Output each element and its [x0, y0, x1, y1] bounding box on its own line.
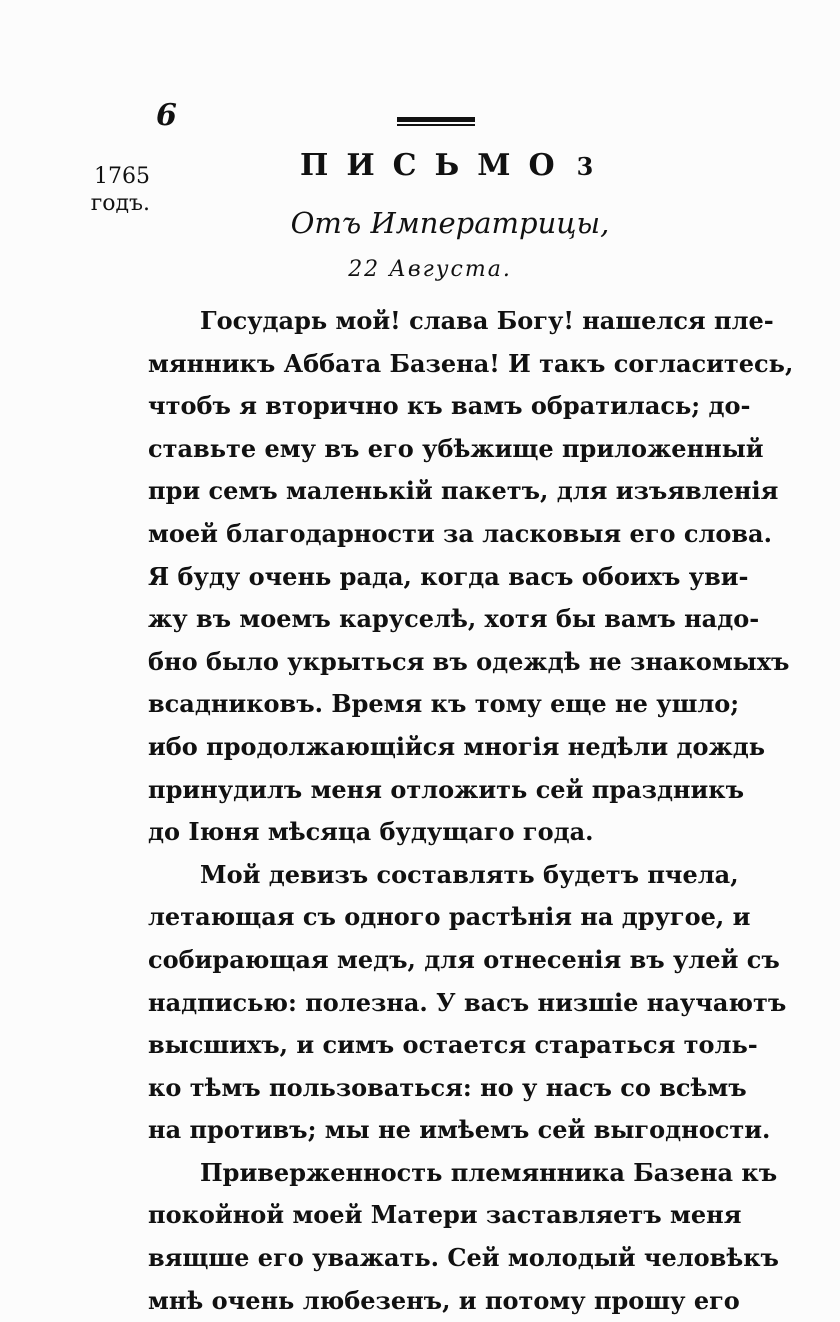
text-line: ко тѣмъ пользоваться: но у насъ со всѣмъ [148, 1072, 747, 1102]
text-line: ибо продолжающійся многія недѣли дождь [148, 731, 766, 761]
text-line: Приверженность племянника Базена къ [200, 1157, 778, 1187]
text-line: покойной моей Матери заставляетъ меня [148, 1200, 742, 1230]
text-line: собирающая медъ, для отнесенія въ улей съ [148, 944, 780, 974]
text-line: жу въ моемъ каруселѣ, хотя бы вамъ надо- [148, 604, 760, 634]
text-line: высшихъ, и симъ остается стараться толь- [148, 1030, 758, 1060]
text-line: принудилъ меня отложить сей праздникъ [148, 774, 745, 804]
margin-note [90, 163, 150, 217]
header-rule-thick [397, 117, 475, 122]
text-line: вящше его уважать. Сей молодый человѣкъ [148, 1243, 779, 1273]
letter-title-word: ПИСЬМО [300, 148, 573, 183]
text-line: всадниковъ. Время къ тому еще не ушло; [148, 689, 740, 719]
header-rule-thin [397, 124, 475, 126]
text-line: мнѣ очень любезенъ, и потому прошу его [148, 1285, 740, 1315]
letter-title [300, 148, 594, 183]
text-line: на противъ; мы не имѣемъ сей выгодности. [148, 1115, 771, 1145]
text-line: чтобъ я вторично къ вамъ обратилась; до- [148, 391, 751, 421]
margin-note-year: 1765 [94, 164, 150, 189]
letter-sender: Отъ Императрицы, [290, 206, 610, 240]
margin-note-word: годъ. [90, 191, 150, 216]
text-line: мянникъ Аббата Базена! И такъ согласитесь, [148, 348, 794, 378]
letter-body [148, 300, 794, 1322]
text-line: ставьте ему въ его убѣжище приложенный [148, 433, 764, 463]
text-line: при семъ маленькій пакетъ, для изъявленія [148, 476, 779, 506]
text-line: бно было укрыться въ одеждѣ не знакомыхъ [148, 646, 790, 676]
text-line: Государь мой! слава Богу! нашелся пле- [200, 306, 774, 335]
text-line: моей благодарности за ласковыя его слова. [148, 518, 772, 548]
text-line: летающая съ одного растѣнія на другое, и [148, 902, 751, 932]
header-rule [397, 114, 475, 128]
text-line: Я буду очень рада, когда васъ обоихъ уви- [148, 561, 749, 591]
page-number: 6 [156, 98, 177, 133]
text-line: до Іюня мѣсяца будущаго года. [148, 817, 594, 847]
letter-date: 22 Августа. [348, 257, 512, 282]
letter-title-number: 3 [576, 152, 594, 181]
text-line: надписью: полезна. У васъ низшіе научаютъ [148, 987, 787, 1017]
text-line: Мой девизъ составлять будетъ пчела, [200, 859, 739, 889]
